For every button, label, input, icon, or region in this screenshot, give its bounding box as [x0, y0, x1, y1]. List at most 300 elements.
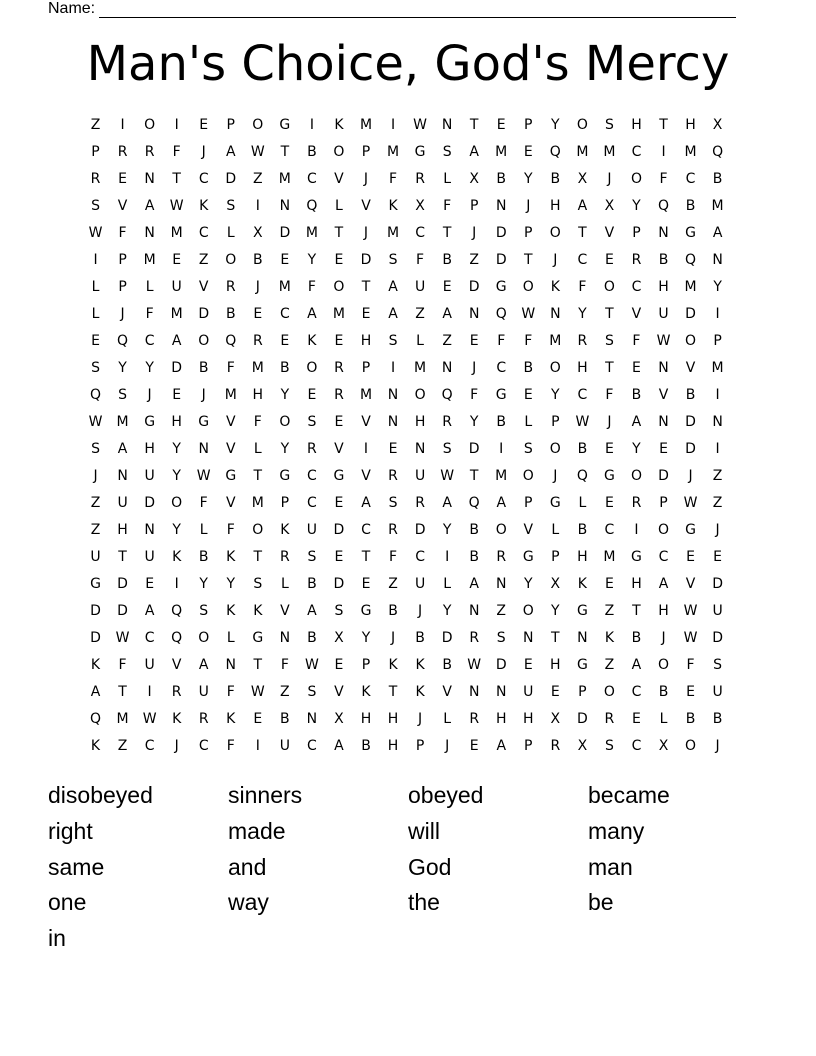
grid-letter[interactable]: T	[118, 683, 127, 700]
grid-letter[interactable]: K	[172, 548, 182, 565]
grid-letter[interactable]: E	[442, 278, 452, 295]
grid-letter[interactable]: C	[279, 305, 290, 322]
grid-letter[interactable]: Y	[172, 440, 181, 457]
grid-letter[interactable]: L	[145, 278, 154, 295]
grid-letter[interactable]: L	[335, 197, 343, 214]
grid-letter[interactable]: T	[118, 548, 127, 565]
grid-letter[interactable]: J	[607, 413, 612, 430]
grid-letter[interactable]: F	[118, 656, 127, 673]
grid-letter[interactable]: U	[144, 548, 155, 565]
grid-letter[interactable]: G	[685, 224, 696, 241]
grid-letter[interactable]: M	[684, 278, 697, 295]
grid-letter[interactable]: X	[550, 710, 561, 727]
grid-letter[interactable]: E	[686, 548, 695, 565]
grid-letter[interactable]: N	[468, 602, 480, 619]
grid-letter[interactable]: I	[715, 440, 720, 457]
grid-letter[interactable]: M	[116, 710, 129, 727]
grid-letter[interactable]: W	[521, 305, 536, 322]
grid-letter[interactable]: I	[93, 251, 98, 268]
grid-letter[interactable]: T	[388, 683, 398, 700]
grid-letter[interactable]: T	[523, 251, 533, 268]
grid-letter[interactable]: S	[604, 116, 614, 133]
grid-letter[interactable]: O	[549, 440, 561, 457]
grid-letter[interactable]: F	[118, 224, 127, 241]
grid-letter[interactable]: N	[441, 359, 453, 376]
grid-letter[interactable]: R	[388, 521, 398, 538]
grid-letter[interactable]: J	[553, 467, 558, 484]
grid-letter[interactable]: N	[117, 467, 128, 484]
grid-letter[interactable]: G	[279, 116, 291, 133]
grid-letter[interactable]: L	[416, 332, 424, 349]
grid-letter[interactable]: U	[523, 683, 534, 700]
grid-letter[interactable]: S	[307, 683, 317, 700]
grid-letter[interactable]: H	[577, 359, 588, 376]
grid-letter[interactable]: H	[414, 413, 426, 430]
grid-letter[interactable]: D	[198, 305, 210, 322]
grid-letter[interactable]: I	[255, 737, 260, 754]
grid-letter[interactable]: A	[144, 197, 155, 214]
grid-letter[interactable]: A	[117, 440, 128, 457]
grid-letter[interactable]: B	[658, 683, 669, 700]
grid-letter[interactable]: O	[198, 629, 210, 646]
grid-letter[interactable]: B	[361, 737, 371, 754]
grid-letter[interactable]: B	[577, 440, 588, 457]
grid-letter[interactable]: P	[415, 737, 425, 754]
grid-letter[interactable]: K	[226, 602, 236, 619]
grid-letter[interactable]: M	[278, 278, 291, 295]
grid-letter[interactable]: X	[658, 737, 669, 754]
grid-letter[interactable]: M	[143, 251, 156, 268]
grid-letter[interactable]: C	[577, 386, 588, 403]
grid-letter[interactable]: T	[605, 359, 614, 376]
grid-letter[interactable]: G	[333, 467, 345, 484]
grid-letter[interactable]: O	[252, 521, 264, 538]
grid-letter[interactable]: H	[550, 197, 561, 214]
grid-letter[interactable]: Q	[225, 332, 237, 349]
grid-letter[interactable]: N	[577, 629, 588, 646]
grid-letter[interactable]: U	[712, 602, 723, 619]
grid-letter[interactable]: O	[630, 467, 642, 484]
grid-letter[interactable]: Q	[117, 332, 129, 349]
grid-letter[interactable]: I	[715, 386, 720, 403]
grid-letter[interactable]: H	[631, 116, 642, 133]
grid-letter[interactable]: T	[253, 548, 263, 565]
grid-letter[interactable]: W	[413, 116, 427, 133]
grid-letter[interactable]: V	[225, 440, 236, 457]
grid-letter[interactable]: J	[93, 467, 98, 484]
grid-letter[interactable]: W	[88, 224, 103, 241]
grid-letter[interactable]: G	[144, 413, 156, 430]
grid-letter[interactable]: F	[307, 278, 316, 295]
grid-letter[interactable]: E	[253, 710, 263, 727]
grid-letter[interactable]: K	[280, 521, 290, 538]
grid-letter[interactable]: F	[226, 737, 235, 754]
grid-letter[interactable]: Z	[415, 305, 425, 322]
grid-letter[interactable]: H	[252, 386, 264, 403]
grid-letter[interactable]: A	[631, 413, 642, 430]
grid-letter[interactable]: P	[469, 197, 479, 214]
grid-letter[interactable]: F	[199, 494, 208, 511]
grid-letter[interactable]: K	[199, 197, 209, 214]
grid-letter[interactable]: A	[469, 575, 479, 592]
grid-letter[interactable]: E	[523, 386, 533, 403]
grid-letter[interactable]: S	[388, 494, 398, 511]
grid-letter[interactable]: M	[170, 224, 183, 241]
grid-letter[interactable]: G	[576, 602, 588, 619]
grid-letter[interactable]: E	[91, 332, 100, 349]
grid-letter[interactable]: S	[523, 440, 533, 457]
grid-letter[interactable]: Y	[632, 440, 641, 457]
grid-letter[interactable]: P	[659, 494, 668, 511]
grid-letter[interactable]: Y	[280, 386, 290, 403]
grid-letter[interactable]: S	[307, 548, 317, 565]
grid-letter[interactable]: C	[496, 359, 507, 376]
grid-letter[interactable]: W	[440, 467, 455, 484]
grid-letter[interactable]: U	[414, 575, 426, 592]
grid-letter[interactable]: E	[604, 575, 614, 592]
grid-letter[interactable]: U	[90, 548, 101, 565]
grid-letter[interactable]: N	[658, 224, 669, 241]
grid-letter[interactable]: V	[225, 413, 236, 430]
grid-letter[interactable]: E	[388, 440, 398, 457]
grid-letter[interactable]: A	[442, 494, 452, 511]
grid-letter[interactable]: Z	[198, 251, 209, 268]
grid-letter[interactable]: F	[226, 359, 235, 376]
grid-letter[interactable]: H	[577, 548, 588, 565]
grid-letter[interactable]: B	[685, 197, 696, 214]
grid-letter[interactable]: O	[333, 143, 345, 160]
grid-letter[interactable]: V	[604, 224, 615, 241]
grid-letter[interactable]: P	[118, 251, 127, 268]
grid-letter[interactable]: E	[604, 440, 614, 457]
grid-letter[interactable]: B	[496, 170, 507, 187]
grid-letter[interactable]: U	[198, 683, 209, 700]
grid-letter[interactable]: T	[172, 170, 181, 187]
grid-letter[interactable]: N	[144, 170, 155, 187]
grid-letter[interactable]: T	[442, 224, 452, 241]
grid-letter[interactable]: D	[360, 251, 372, 268]
grid-letter[interactable]: M	[251, 359, 264, 376]
grid-letter[interactable]: O	[306, 359, 318, 376]
grid-letter[interactable]: B	[307, 575, 317, 592]
grid-letter[interactable]: B	[631, 386, 642, 403]
grid-letter[interactable]: I	[661, 143, 666, 160]
grid-letter[interactable]: G	[252, 629, 264, 646]
grid-letter[interactable]: M	[359, 116, 373, 133]
grid-letter[interactable]: O	[549, 224, 561, 241]
grid-letter[interactable]: B	[577, 521, 588, 538]
grid-letter[interactable]: D	[685, 440, 696, 457]
grid-letter[interactable]: V	[685, 359, 696, 376]
grid-letter[interactable]: V	[280, 602, 290, 619]
grid-letter[interactable]: Y	[145, 359, 154, 376]
grid-letter[interactable]: G	[549, 494, 561, 511]
grid-letter[interactable]: R	[469, 629, 480, 646]
grid-letter[interactable]: U	[144, 656, 155, 673]
grid-letter[interactable]: D	[576, 710, 588, 727]
grid-letter[interactable]: O	[279, 413, 291, 430]
grid-letter[interactable]: Z	[280, 683, 290, 700]
grid-letter[interactable]: Y	[172, 467, 181, 484]
grid-letter[interactable]: F	[226, 521, 235, 538]
grid-letter[interactable]: S	[118, 386, 128, 403]
grid-letter[interactable]: G	[90, 575, 101, 592]
grid-letter[interactable]: L	[551, 521, 560, 538]
grid-letter[interactable]: I	[174, 116, 179, 133]
grid-letter[interactable]: V	[334, 683, 344, 700]
grid-letter[interactable]: Y	[523, 575, 533, 592]
grid-letter[interactable]: E	[632, 710, 641, 727]
grid-letter[interactable]: Z	[442, 332, 452, 349]
grid-letter[interactable]: P	[361, 143, 371, 160]
grid-letter[interactable]: L	[253, 440, 262, 457]
grid-letter[interactable]: I	[174, 575, 179, 592]
grid-letter[interactable]: Q	[495, 305, 507, 322]
grid-letter[interactable]: L	[199, 521, 208, 538]
grid-letter[interactable]: Q	[468, 494, 480, 511]
grid-letter[interactable]: J	[445, 737, 450, 754]
grid-letter[interactable]: C	[631, 737, 642, 754]
grid-letter[interactable]: T	[253, 656, 263, 673]
grid-letter[interactable]: C	[415, 548, 425, 565]
grid-letter[interactable]: K	[577, 575, 587, 592]
grid-letter[interactable]: N	[658, 359, 669, 376]
grid-letter[interactable]: Q	[685, 251, 697, 268]
grid-letter[interactable]: A	[631, 656, 642, 673]
grid-letter[interactable]: E	[253, 305, 263, 322]
grid-letter[interactable]: M	[224, 386, 237, 403]
grid-letter[interactable]: N	[144, 224, 155, 241]
grid-letter[interactable]: M	[251, 494, 264, 511]
grid-letter[interactable]: O	[522, 602, 534, 619]
grid-letter[interactable]: A	[171, 332, 182, 349]
grid-letter[interactable]: K	[90, 737, 101, 754]
grid-letter[interactable]: L	[443, 575, 452, 592]
grid-letter[interactable]: E	[659, 440, 668, 457]
grid-letter[interactable]: C	[144, 629, 155, 646]
grid-letter[interactable]: J	[661, 629, 666, 646]
grid-letter[interactable]: G	[631, 548, 642, 565]
grid-letter[interactable]: Z	[253, 170, 263, 187]
grid-letter[interactable]: V	[523, 521, 534, 538]
grid-letter[interactable]: Q	[657, 197, 670, 214]
grid-letter[interactable]: U	[712, 683, 723, 700]
grid-letter[interactable]: Y	[307, 251, 317, 268]
grid-letter[interactable]: A	[577, 197, 588, 214]
grid-letter[interactable]: Y	[172, 521, 181, 538]
grid-letter[interactable]: H	[360, 710, 372, 727]
grid-letter[interactable]: R	[307, 440, 317, 457]
grid-letter[interactable]: Y	[551, 386, 560, 403]
grid-letter[interactable]: B	[469, 521, 479, 538]
grid-letter[interactable]: L	[443, 710, 452, 727]
grid-letter[interactable]: R	[144, 143, 155, 160]
grid-letter[interactable]: B	[469, 548, 479, 565]
grid-letter[interactable]: D	[333, 521, 345, 538]
grid-letter[interactable]: O	[171, 494, 183, 511]
grid-letter[interactable]: N	[550, 305, 561, 322]
grid-letter[interactable]: D	[658, 467, 669, 484]
grid-letter[interactable]: T	[280, 143, 290, 160]
grid-letter[interactable]: G	[414, 143, 426, 160]
grid-letter[interactable]: T	[253, 467, 263, 484]
grid-letter[interactable]: X	[577, 737, 588, 754]
grid-letter[interactable]: V	[225, 494, 236, 511]
grid-letter[interactable]: W	[575, 413, 590, 430]
grid-letter[interactable]: U	[658, 305, 669, 322]
grid-letter[interactable]: S	[604, 332, 614, 349]
grid-letter[interactable]: Z	[712, 467, 723, 484]
grid-letter[interactable]: H	[171, 413, 182, 430]
grid-letter[interactable]: C	[658, 548, 669, 565]
grid-letter[interactable]: E	[604, 494, 614, 511]
grid-letter[interactable]: S	[334, 602, 344, 619]
grid-letter[interactable]: P	[524, 224, 533, 241]
grid-letter[interactable]: E	[334, 494, 344, 511]
grid-letter[interactable]: F	[226, 683, 235, 700]
grid-letter[interactable]: G	[603, 467, 615, 484]
grid-letter[interactable]: M	[116, 413, 129, 430]
grid-letter[interactable]: A	[658, 575, 669, 592]
grid-letter[interactable]: E	[334, 251, 344, 268]
grid-letter[interactable]: W	[304, 656, 319, 673]
grid-letter[interactable]: O	[414, 386, 426, 403]
grid-letter[interactable]: D	[414, 521, 426, 538]
grid-letter[interactable]: F	[172, 143, 181, 160]
grid-letter[interactable]: M	[278, 170, 291, 187]
grid-letter[interactable]: E	[172, 251, 182, 268]
grid-letter[interactable]: C	[415, 224, 425, 241]
grid-letter[interactable]: B	[280, 710, 290, 727]
grid-letter[interactable]: A	[90, 683, 101, 700]
grid-letter[interactable]: B	[280, 359, 290, 376]
grid-letter[interactable]: B	[198, 548, 209, 565]
grid-letter[interactable]: M	[495, 143, 508, 160]
grid-letter[interactable]: C	[307, 170, 317, 187]
grid-letter[interactable]: M	[549, 332, 562, 349]
grid-letter[interactable]: S	[226, 197, 236, 214]
grid-letter[interactable]: C	[307, 737, 317, 754]
grid-letter[interactable]: P	[226, 116, 235, 133]
grid-letter[interactable]: R	[279, 548, 290, 565]
grid-letter[interactable]: N	[144, 521, 155, 538]
grid-letter[interactable]: L	[280, 575, 289, 592]
grid-letter[interactable]: R	[496, 548, 507, 565]
grid-letter[interactable]: T	[361, 548, 371, 565]
grid-letter[interactable]: S	[91, 197, 100, 214]
grid-letter[interactable]: T	[632, 602, 641, 619]
grid-letter[interactable]: H	[550, 656, 561, 673]
grid-letter[interactable]: I	[499, 440, 504, 457]
grid-letter[interactable]: X	[577, 170, 588, 187]
grid-letter[interactable]: E	[199, 116, 209, 133]
grid-letter[interactable]: C	[198, 737, 209, 754]
grid-letter[interactable]: P	[91, 143, 100, 160]
grid-letter[interactable]: J	[553, 251, 558, 268]
grid-letter[interactable]: I	[390, 116, 396, 133]
grid-letter[interactable]: S	[604, 737, 614, 754]
grid-letter[interactable]: F	[389, 548, 398, 565]
grid-letter[interactable]: Y	[442, 521, 452, 538]
grid-letter[interactable]: W	[656, 332, 671, 349]
grid-letter[interactable]: D	[468, 440, 480, 457]
grid-letter[interactable]: G	[495, 278, 507, 295]
grid-letter[interactable]: W	[250, 143, 265, 160]
grid-letter[interactable]: J	[715, 521, 720, 538]
grid-letter[interactable]: P	[713, 332, 722, 349]
grid-letter[interactable]: Y	[523, 170, 533, 187]
grid-letter[interactable]: V	[334, 440, 344, 457]
grid-letter[interactable]: P	[578, 683, 587, 700]
grid-letter[interactable]: O	[630, 170, 642, 187]
grid-letter[interactable]: H	[523, 710, 534, 727]
grid-letter[interactable]: P	[361, 359, 371, 376]
grid-letter[interactable]: O	[252, 116, 264, 133]
grid-letter[interactable]: Y	[551, 602, 560, 619]
grid-letter[interactable]: J	[418, 710, 423, 727]
grid-letter[interactable]: S	[253, 575, 263, 592]
grid-letter[interactable]: N	[468, 683, 480, 700]
grid-letter[interactable]: P	[551, 413, 560, 430]
grid-letter[interactable]: G	[522, 548, 534, 565]
grid-letter[interactable]: B	[496, 413, 507, 430]
grid-letter[interactable]: Z	[496, 602, 507, 619]
grid-letter[interactable]: C	[307, 494, 317, 511]
grid-letter[interactable]: X	[469, 170, 479, 187]
grid-letter[interactable]: E	[361, 575, 371, 592]
grid-letter[interactable]: B	[523, 359, 534, 376]
grid-letter[interactable]: A	[496, 737, 507, 754]
grid-letter[interactable]: W	[250, 683, 265, 700]
grid-letter[interactable]: N	[523, 629, 534, 646]
grid-letter[interactable]: V	[658, 386, 669, 403]
grid-letter[interactable]: M	[386, 224, 400, 241]
grid-letter[interactable]: S	[388, 251, 398, 268]
grid-letter[interactable]: O	[144, 116, 156, 133]
grid-letter[interactable]: U	[171, 278, 182, 295]
grid-letter[interactable]: J	[147, 386, 152, 403]
grid-letter[interactable]: C	[307, 467, 317, 484]
grid-letter[interactable]: W	[115, 629, 130, 646]
grid-letter[interactable]: J	[390, 629, 396, 646]
grid-letter[interactable]: H	[387, 737, 399, 754]
grid-letter[interactable]: O	[198, 332, 210, 349]
grid-letter[interactable]: K	[388, 656, 398, 673]
grid-letter[interactable]: H	[360, 332, 372, 349]
grid-letter[interactable]: U	[414, 278, 426, 295]
grid-letter[interactable]: A	[307, 602, 317, 619]
grid-letter[interactable]: K	[226, 710, 236, 727]
grid-letter[interactable]: K	[388, 197, 398, 214]
grid-letter[interactable]: F	[686, 656, 695, 673]
grid-letter[interactable]: L	[659, 710, 668, 727]
grid-letter[interactable]: Q	[306, 197, 318, 214]
grid-letter[interactable]: B	[685, 386, 696, 403]
grid-letter[interactable]: V	[361, 197, 371, 214]
grid-letter[interactable]: Y	[280, 440, 290, 457]
grid-letter[interactable]: M	[359, 386, 373, 403]
grid-letter[interactable]: M	[386, 143, 400, 160]
grid-letter[interactable]: M	[495, 467, 508, 484]
grid-letter[interactable]: Y	[632, 197, 641, 214]
grid-letter[interactable]: R	[198, 710, 209, 727]
grid-letter[interactable]: B	[388, 602, 398, 619]
grid-letter[interactable]: Z	[469, 251, 479, 268]
grid-letter[interactable]: V	[442, 683, 452, 700]
grid-letter[interactable]: F	[470, 386, 479, 403]
grid-letter[interactable]: I	[715, 305, 720, 322]
grid-letter[interactable]: N	[414, 440, 426, 457]
